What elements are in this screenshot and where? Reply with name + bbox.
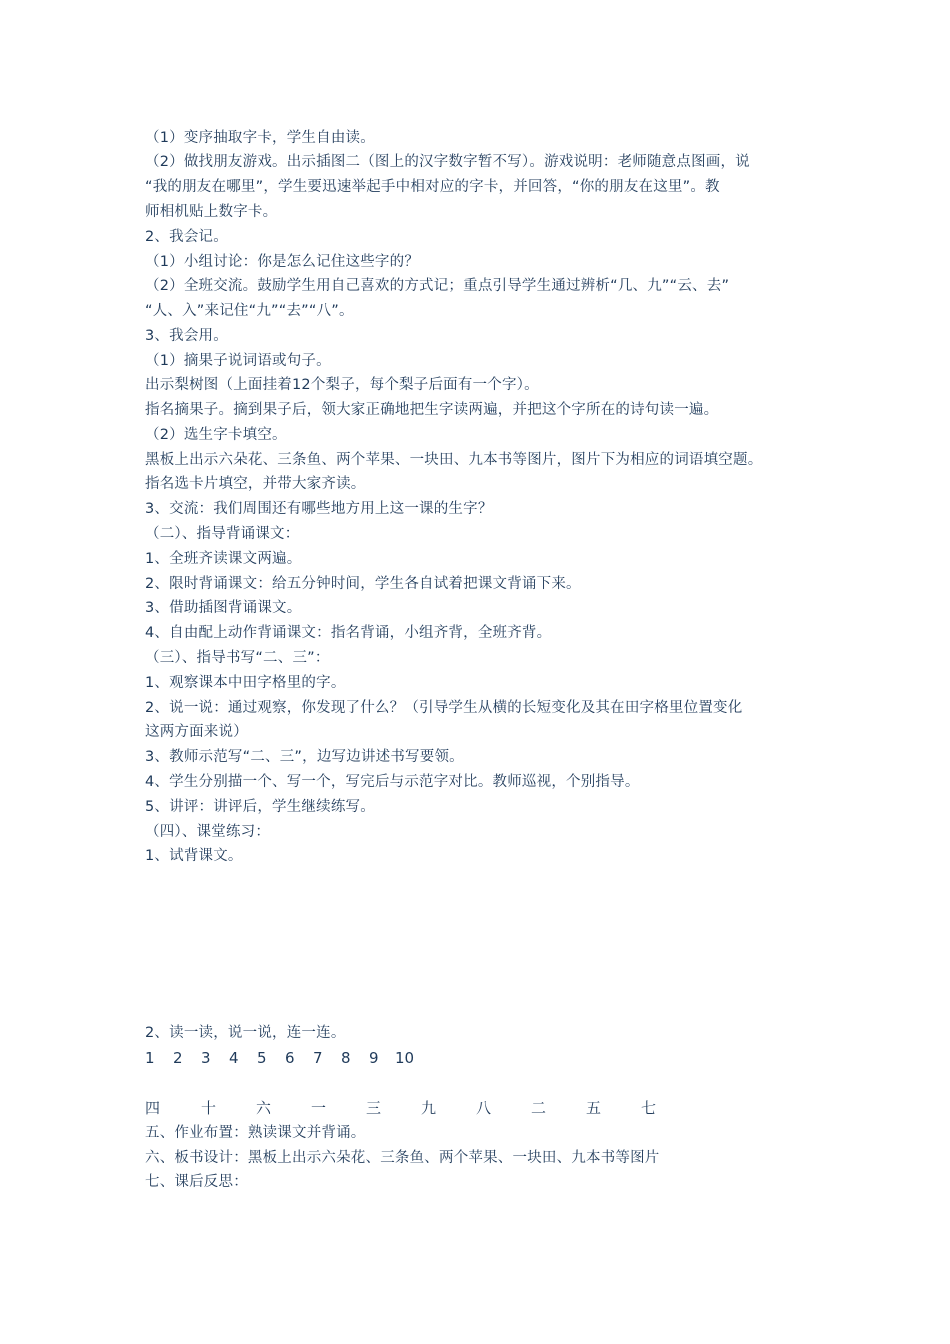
exercise-title: 2、读一读，说一说，连一连。 [145,1025,346,1041]
number-item: 1 [145,1049,155,1067]
text-line: 4、学生分别描一个、写一个，写完后与示范字对比。教师巡视，个别指导。 [145,774,640,790]
section-heading: 七、课后反思： [145,1174,248,1190]
section-heading: （四）、课堂练习： [145,824,271,840]
text-line: “我的朋友在哪里”，学生要迅速举起手中相对应的字卡，并回答，“你的朋友在这里”。教 [145,179,720,195]
section-heading: （二）、指导背诵课文： [145,526,300,542]
text-line: 黑板上出示六朵花、三条鱼、两个苹果、一块田、九本书等图片，图片下为相应的词语填空题。 [145,452,763,468]
hanzi-item: 一 [311,1099,327,1117]
section-heading: 六、板书设计：黑板上出示六朵花、三条鱼、两个苹果、一块田、九本书等图片 [145,1150,660,1166]
section-heading: （三）、指导书写“二、三”： [145,650,330,666]
text-line: 2、说一说：通过观察，你发现了什么？（引导学生从横的长短变化及其在田字格里位置变化 [145,700,743,716]
text-line: 2、限时背诵课文：给五分钟时间，学生各自试着把课文背诵下来。 [145,576,581,592]
hanzi-item: 九 [421,1099,437,1117]
text-line: 1、试背课文。 [145,848,243,864]
text-line: 4、自由配上动作背诵课文：指名背诵，小组齐背，全班齐背。 [145,625,552,641]
text-line: “人、入”来记住“九”“去”“八”。 [145,303,354,319]
number-item: 10 [395,1049,415,1067]
number-item: 3 [201,1049,211,1067]
hanzi-item: 八 [476,1099,492,1117]
text-line: 指名摘果子。摘到果子后，领大家正确地把生字读两遍，并把这个字所在的诗句读一遍。 [145,402,719,418]
number-item: 9 [369,1049,379,1067]
hanzi-item: 七 [641,1099,657,1117]
hanzi-item: 三 [366,1099,382,1117]
number-item: 7 [313,1049,323,1067]
hanzi-item: 六 [256,1099,272,1117]
text-line: 2、我会记。 [145,229,228,245]
text-line: （2）做找朋友游戏。出示插图二（图上的汉字数字暂不写）。游戏说明：老师随意点图画，说 [145,154,750,170]
text-line: 1、全班齐读课文两遍。 [145,551,302,567]
text-line: 这两方面来说） [145,724,248,740]
number-item: 4 [229,1049,239,1067]
text-line: 师相机贴上数字卡。 [145,204,278,220]
section-heading: 五、作业布置：熟读课文并背诵。 [145,1125,366,1141]
hanzi-item: 四 [145,1099,161,1117]
hanzi-item: 十 [201,1099,217,1117]
text-line: 1、观察课本中田字格里的字。 [145,675,346,691]
text-line: 3、我会用。 [145,328,228,344]
number-item: 5 [257,1049,267,1067]
text-line: （1）摘果子说词语或句子。 [145,353,331,369]
number-item: 6 [285,1049,295,1067]
number-item: 2 [173,1049,183,1067]
text-line: （2）全班交流。鼓励学生用自己喜欢的方式记；重点引导学生通过辨析“几、九”“云、去” [145,278,730,294]
text-line: 指名选卡片填空，并带大家齐读。 [145,476,366,492]
text-line: （1）变序抽取字卡，学生自由读。 [145,130,375,146]
text-line: （1）小组讨论：你是怎么记住这些字的？ [145,254,420,270]
text-line: 3、教师示范写“二、三”，边写边讲述书写要领。 [145,749,464,765]
text-line: 3、借助插图背诵课文。 [145,600,302,616]
text-line: 3、交流：我们周围还有哪些地方用上这一课的生字？ [145,501,493,517]
number-item: 8 [341,1049,351,1067]
text-line: （2）选生字卡填空。 [145,427,287,443]
text-line: 出示梨树图（上面挂着12个梨子，每个梨子后面有一个字）。 [145,377,539,393]
hanzi-item: 五 [586,1099,602,1117]
hanzi-item: 二 [531,1099,547,1117]
text-line: 5、讲评：讲评后，学生继续练写。 [145,799,375,815]
